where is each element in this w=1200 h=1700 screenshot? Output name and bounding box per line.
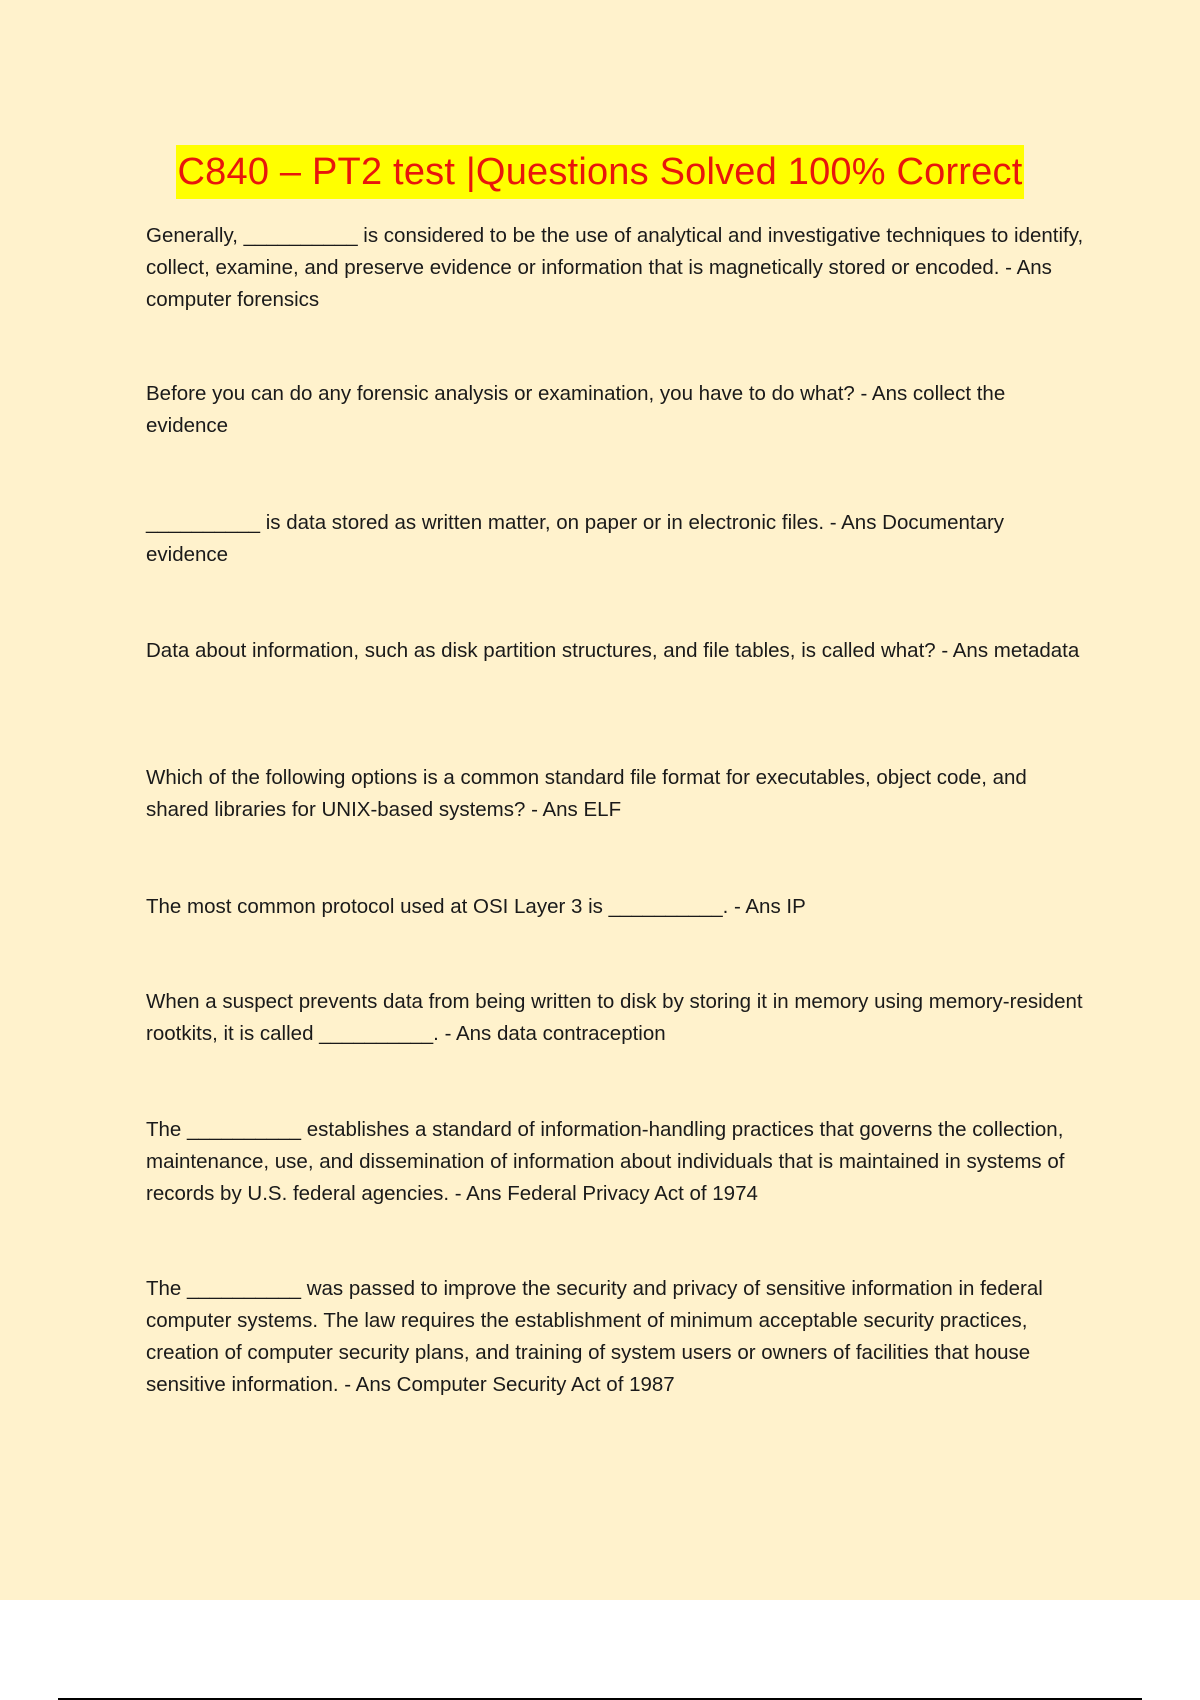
question-item: When a suspect prevents data from being written to disk by storing it in memory using memory-resident rootkits, it is called __________. - Ans data contraception [146,990,1083,1045]
question-item: Before you can do any forensic analysis or examination, you have to do what? - Ans collect the evidence [146,382,1006,437]
question-item: Which of the following options is a common standard file format for executables, object code, and shared libraries for UNIX-based systems? - Ans ELF [146,766,1027,821]
question-item: The __________ establishes a standard of information-handling practices that governs the collection, maintenance, use, and dissemination of information about individuals that is maintained in systems of records by U.S. federal agencies. - Ans Federal Privacy Act of 1974 [146,1118,1065,1205]
question-item: The __________ was passed to improve the security and privacy of sensitive information in federal computer systems. The law requires the establishment of minimum acceptable security practices, creation of computer security plans, and training of system users or owners of facilities that house sensitive information. - Ans Computer Security Act of 1987 [146,1277,1043,1396]
question-item: The most common protocol used at OSI Layer 3 is __________. - Ans IP [146,895,806,918]
document-title: C840 – PT2 test |Questions Solved 100% Correct [176,145,1025,199]
question-item: Data about information, such as disk partition structures, and file tables, is called what? - Ans metadata [146,639,1080,662]
question-item: __________ is data stored as written matter, on paper or in electronic files. - Ans Documentary evidence [146,511,1005,566]
question-item: Generally, __________ is considered to be the use of analytical and investigative techniques to identify, collect, examine, and preserve evidence or information that is magnetically stored or encoded. - Ans computer forensics [146,224,1084,311]
title-container [0,145,1200,199]
